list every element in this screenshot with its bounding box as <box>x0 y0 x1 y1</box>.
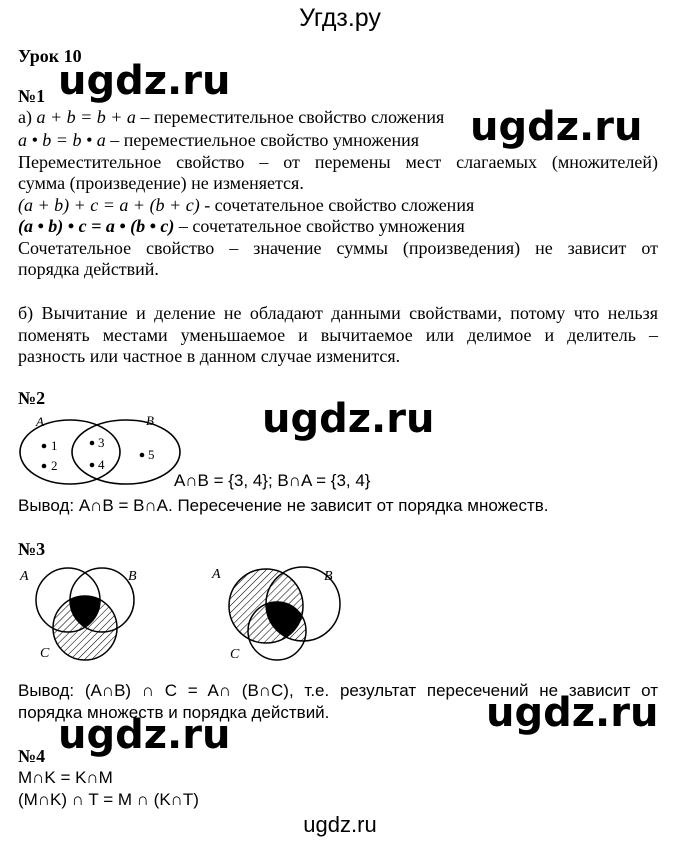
set-c-label: C <box>40 646 50 661</box>
task-number: №3 <box>18 539 46 559</box>
conclusion: Вывод: (A∩B) ∩ C = A∩ (B∩C), т.е. результат пересечений не зависит от <box>18 681 658 700</box>
lesson-title: Урок 10 <box>18 46 82 66</box>
formula: a • b = b • a <box>18 130 106 150</box>
set-a-label: A <box>36 414 44 429</box>
paragraph-line: разность или частное в данном случае изменится. <box>18 346 401 366</box>
element-dot <box>90 441 95 446</box>
element-label: 5 <box>148 447 155 462</box>
set-b-ellipse <box>72 420 180 484</box>
set-a-label: A <box>212 567 221 582</box>
site-footer: ugdz.ru <box>303 812 377 837</box>
paragraph-line: поменять местами уменьшаемое и вычитаемое или делимое и делитель – <box>18 325 658 345</box>
element-dot <box>42 444 47 449</box>
right-venn <box>211 567 340 662</box>
formula-line: (M∩K) ∩ T = M ∩ (K∩T) <box>18 790 199 809</box>
formula: a + b = b + a <box>36 107 136 127</box>
formula-desc: – сочетательное свойство умножения <box>174 216 465 236</box>
formula-desc: – переместительное свойство сложения <box>135 107 445 127</box>
formula-line <box>18 195 474 216</box>
formula-line: M∩K = K∩M <box>18 768 113 787</box>
set-b-label: B <box>324 569 333 584</box>
paragraph-line: сумма (произведение) не изменяется. <box>18 173 304 193</box>
formula: (a • b) • c = a • (b • c) <box>18 216 175 236</box>
paragraph-line: Сочетательное свойство – значение суммы (произведения) не зависит от <box>18 238 658 258</box>
set-c-label: C <box>230 647 240 662</box>
element-dot <box>140 453 145 458</box>
set-a-label: A <box>20 569 29 584</box>
set-b-label: B <box>146 413 154 428</box>
element-dot <box>42 464 47 469</box>
watermark: ugdz.ru <box>58 58 231 104</box>
site-header: Угдз.ру <box>299 4 381 32</box>
venn-diagram-two-sets <box>14 408 184 492</box>
element-dot <box>90 463 95 468</box>
watermark: ugdz.ru <box>262 396 435 442</box>
venn-diagrams-three-sets <box>14 560 354 670</box>
watermark: ugdz.ru <box>470 104 643 150</box>
watermark: ugdz.ru <box>58 712 231 758</box>
task-number: №1 <box>18 86 46 106</box>
intersection-result: A∩B = {3, 4}; B∩A = {3, 4} <box>174 471 371 490</box>
paragraph-line: б) Вычитание и деление не обладают данными свойствами, потому что нельзя <box>18 303 658 323</box>
conclusion: порядка множеств и порядка действий. <box>18 703 330 722</box>
paragraph-line: порядка действий. <box>18 259 159 279</box>
left-venn <box>19 568 137 661</box>
task-number: №4 <box>18 746 46 766</box>
element-label: 4 <box>98 457 105 472</box>
element-label: 3 <box>98 435 105 450</box>
formula-line <box>18 130 419 151</box>
element-label: 1 <box>51 438 58 453</box>
set-a-ellipse <box>20 420 120 484</box>
formula: (a + b) + c = a + (b + c) <box>18 195 200 215</box>
formula-desc: - сочетательное свойство сложения <box>199 195 475 215</box>
conclusion: Вывод: A∩B = B∩A. Пересечение не зависит от порядка множеств. <box>18 496 549 515</box>
set-b-label: B <box>128 569 137 584</box>
formula-line <box>18 216 465 237</box>
task-number: №2 <box>18 388 46 408</box>
formula-line: а) a + b = b + a – переместительное свойство сложения <box>18 107 445 127</box>
watermark: ugdz.ru <box>486 690 659 736</box>
formula-desc: – переместиельное свойство умножения <box>105 130 420 150</box>
element-label: 2 <box>51 458 58 473</box>
paragraph-line: Переместительное свойство – от перемены мест слагаемых (множителей) <box>18 152 658 172</box>
